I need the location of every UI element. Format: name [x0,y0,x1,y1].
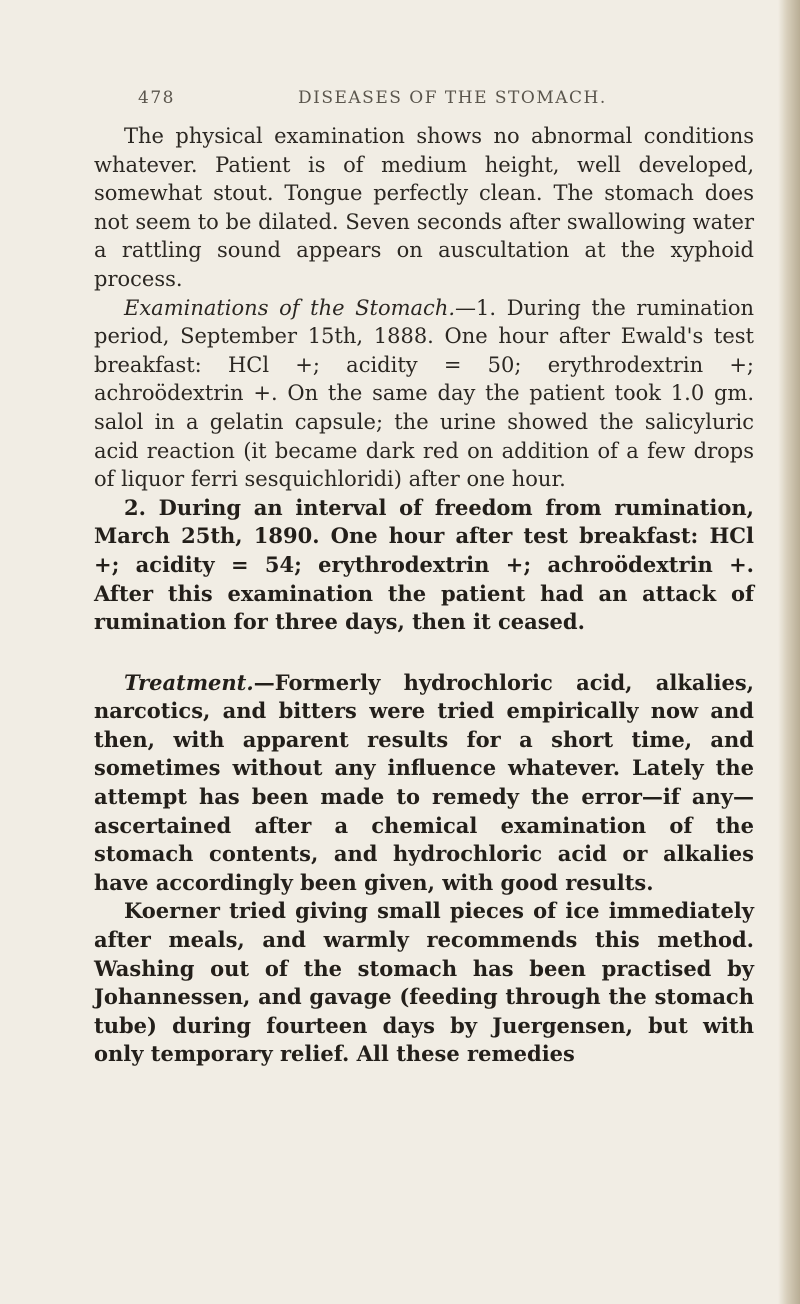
treatment-heading: Treatment. [124,669,254,695]
examinations-heading: Examinations of the Stomach. [124,295,456,320]
paragraph-interval-exam: 2. During an interval of freedom from rumination, March 25th, 1890. One hour after test breakfast: HCl +; acidity = 54; erythrodextrin +; achroödextrin +. After this examination the patient had an attack of rumination for three days, then it ceased. [94,494,754,635]
running-title: DISEASES OF THE STOMACH. [298,88,607,108]
treatment-text: —Formerly hydrochloric acid, alkalies, narcotics, and bitters were tried empirically now and then, with apparent results for a short time, and sometimes without any influence whatever. Lately the attempt has been made to remedy the error—if any—ascertained after a chemical examination of the stomach contents, and hydrochloric acid or alkalies have accordingly been given, with good results. [94,669,754,895]
examinations-text: —1. During the rumination period, September 15th, 1888. One hour after Ewald's test breakfast: HCl +; acidity = 50; erythrodextrin +; achroödextrin +. On the same day the patient took 1.0 gm. salol in a gelatin capsule; the urine showed the salicyluric acid reaction (it became dark red on addition of a few drops of liquor ferri sesquichloridi) after one hour. [94,295,754,492]
page-header [138,88,758,122]
paragraph-gap [94,637,754,669]
paragraph-examinations [94,294,754,494]
page-edge-shadow [778,0,800,1304]
paragraph-koerner: Koerner tried giving small pieces of ice immediately after meals, and warmly recommends this method. Washing out of the stomach has been practised by Johannessen, and gavage (feeding through the stomach tube) during fourteen days by Juergensen, but with only temporary relief. All these remedies [94,898,754,1067]
paragraph-treatment [94,669,754,898]
body-text [94,122,754,1069]
paragraph-physical-exam: The physical examination shows no abnormal conditions whatever. Patient is of medium height, well developed, somewhat stout. Tongue perfectly clean. The stomach does not seem to be dilated. Seven seconds after swallowing water a rattling sound appears on auscultation at the xyphoid process. [94,124,754,291]
page-number: 478 [138,88,175,108]
